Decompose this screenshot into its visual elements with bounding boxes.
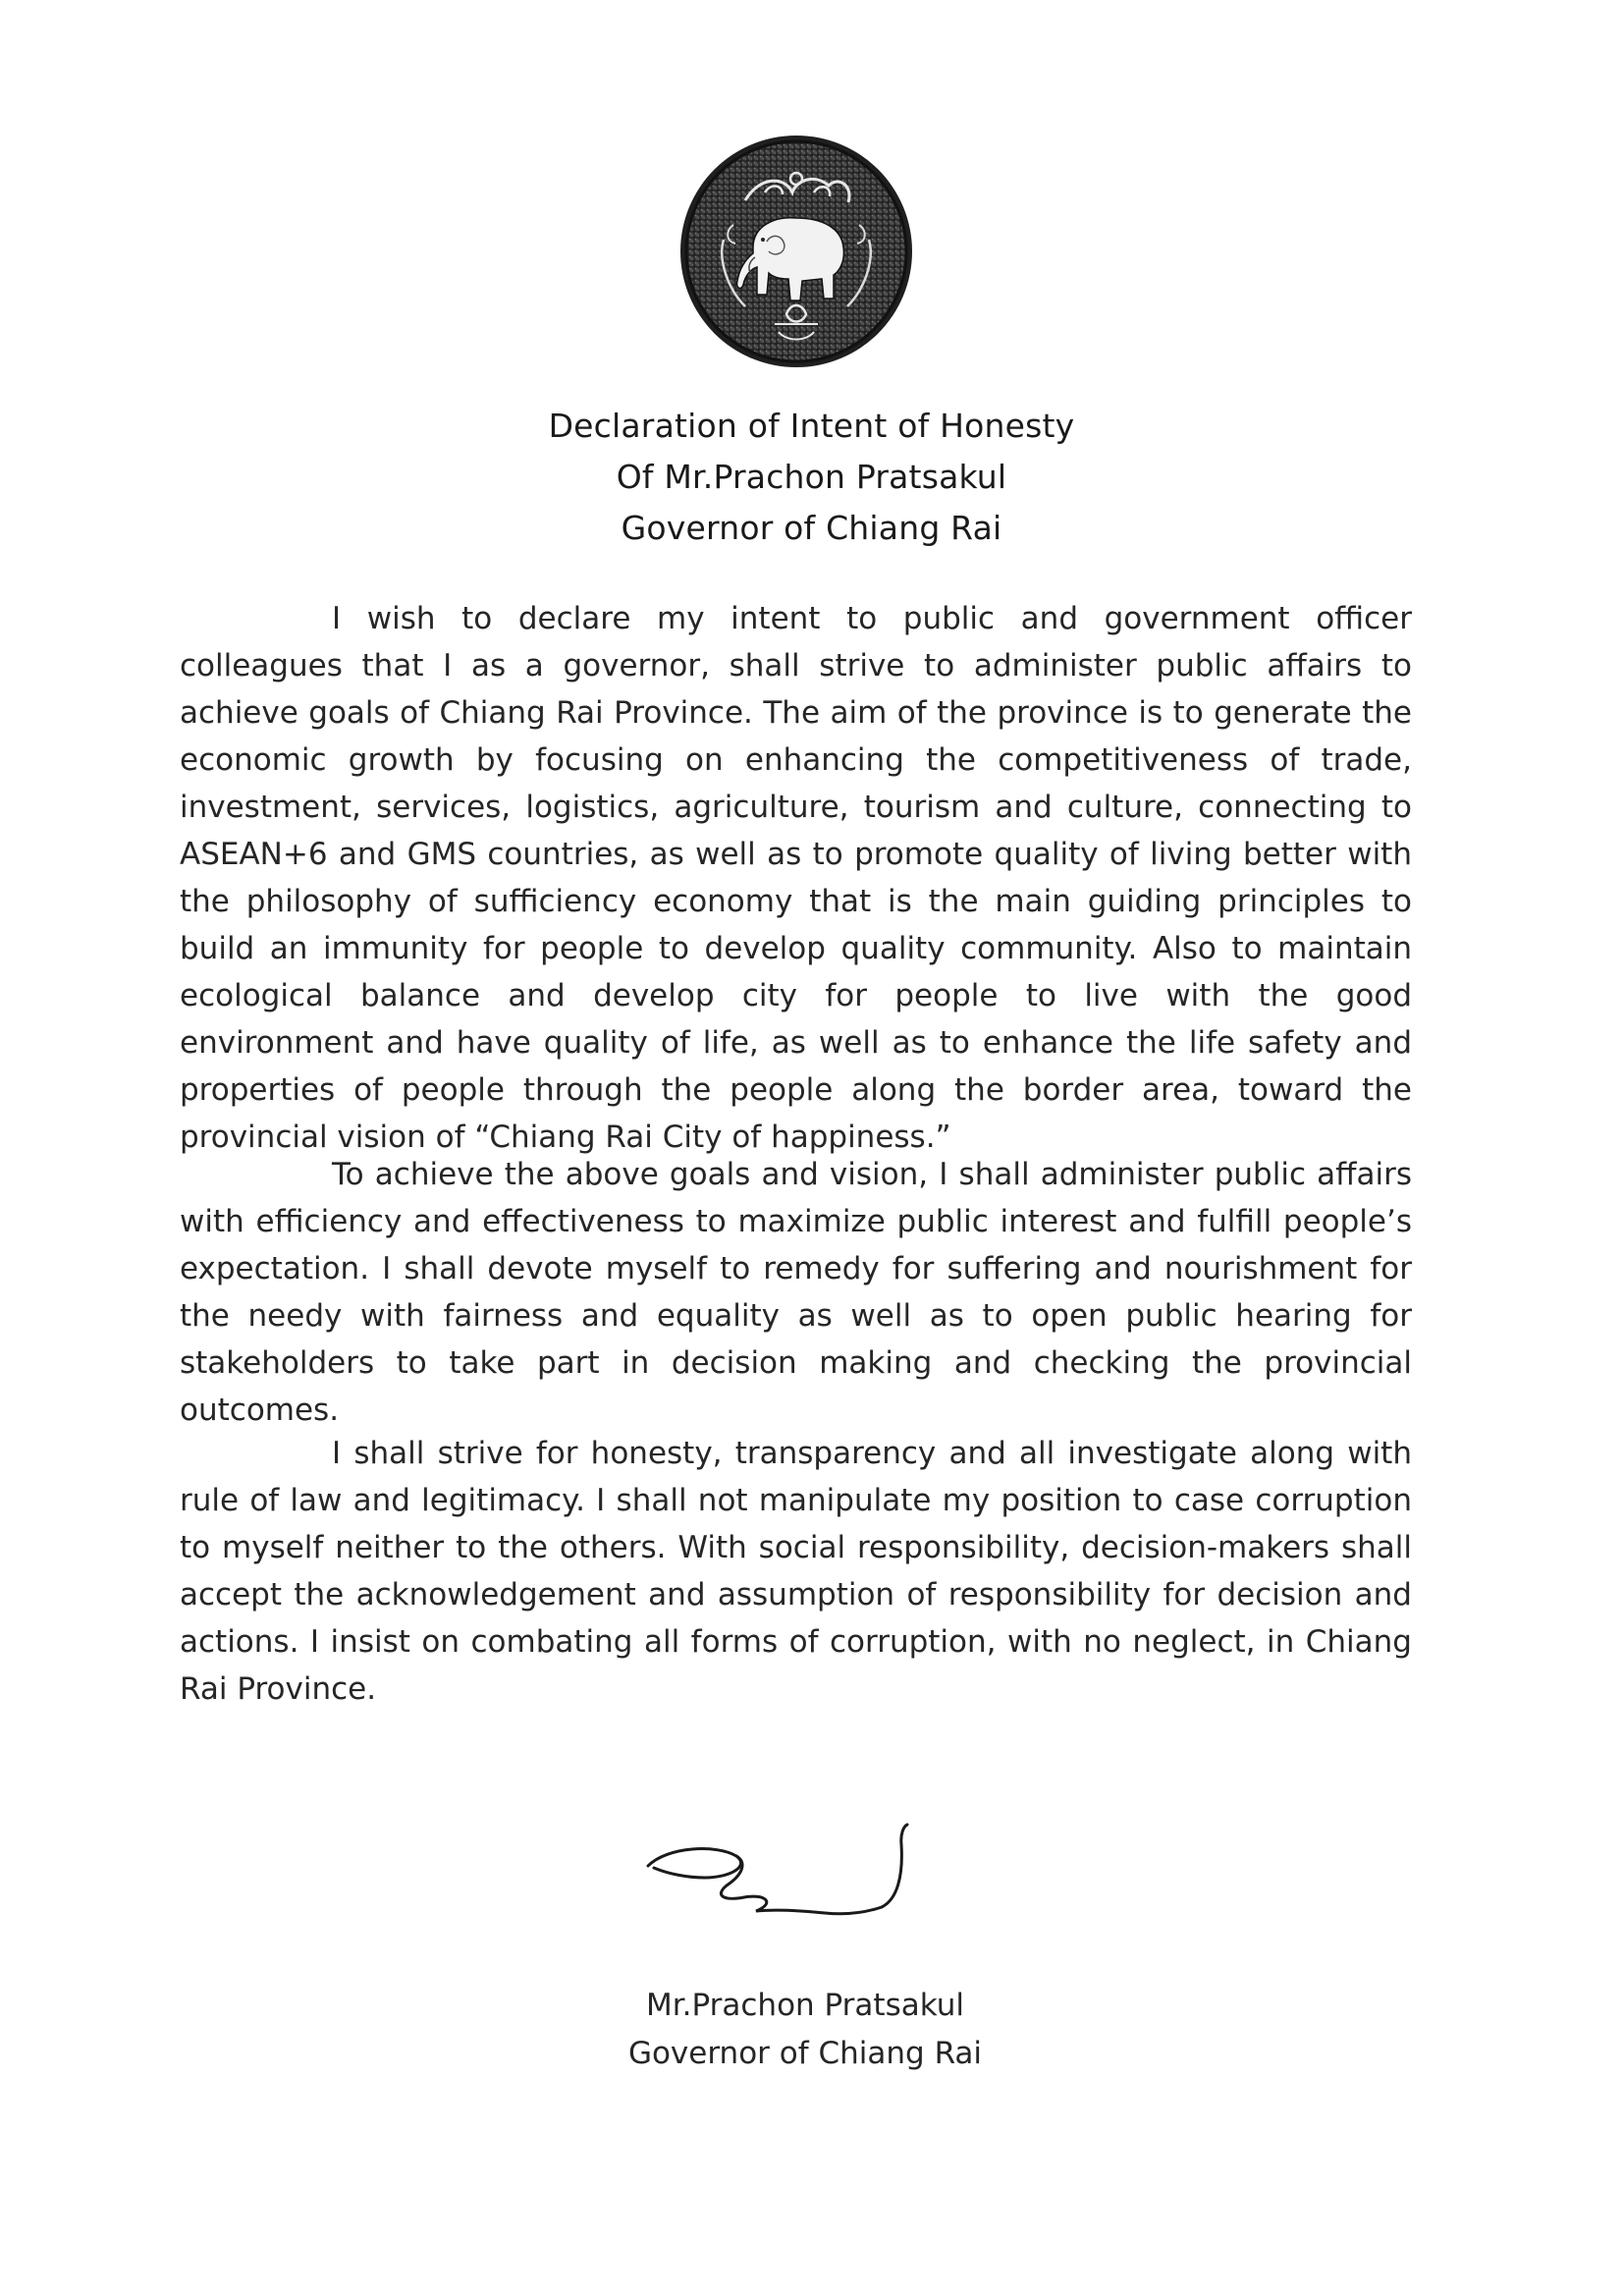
handwritten-signature-icon bbox=[628, 1817, 952, 1944]
paragraph-intent bbox=[180, 595, 1412, 1161]
heading-name: Of Mr.Prachon Pratsakul bbox=[616, 458, 1007, 496]
signatory-name: Mr.Prachon Pratsakul bbox=[645, 1988, 964, 2023]
paragraph-2-text: To achieve the above goals and vision, I shall administer public affairs with efficiency and effectiveness to maximize public interest and fulfill people’s expectation. I shall devote myself to remedy for suffering and nourishment for the needy with fairness and equality as well as to open public hearing for stakeholders to take part in decision making and checking the provincial outcomes. bbox=[180, 1157, 1412, 1428]
paragraph-honesty bbox=[180, 1430, 1412, 1713]
heading-position: Governor of Chiang Rai bbox=[621, 509, 1002, 547]
signatory-title: Governor of Chiang Rai bbox=[627, 2036, 983, 2071]
signatory-block bbox=[609, 1982, 1001, 2078]
paragraph-goals bbox=[180, 1151, 1412, 1434]
paragraph-1-text: I wish to declare my intent to public and government officer colleagues that I as a governor, shall strive to administer public affairs to achieve goals of Chiang Rai Province. The aim of the province is to generate the economic growth by focusing on enhancing the competitiveness of trade, investment, services, logistics, agriculture, tourism and culture, connecting to ASEAN+6 and GMS countries, as well as to promote quality of living better with the philosophy of sufficiency economy that is the main guiding principles to build an immunity for people to develop quality community. Also to maintain ecological balance and develop city for people to live with the good environment and have quality of life, as well as to enhance the life safety and properties of people through the people along the border area, toward the provincial vision of “Chiang Rai City of happiness.” bbox=[180, 601, 1412, 1155]
elephant-seal-icon bbox=[676, 132, 916, 371]
heading-title: Declaration of Intent of Honesty bbox=[548, 407, 1075, 445]
declaration-heading bbox=[0, 401, 1623, 554]
paragraph-3-text: I shall strive for honesty, transparency and all investigate along with rule of law and legitimacy. I shall not manipulate my position to case corruption to myself neither to the others. With social responsibility, decision-makers shall accept the acknowledgement and assumption of responsibility for decision and actions. I insist on combating all forms of corruption, with no neglect, in Chiang Rai Province. bbox=[180, 1436, 1412, 1707]
